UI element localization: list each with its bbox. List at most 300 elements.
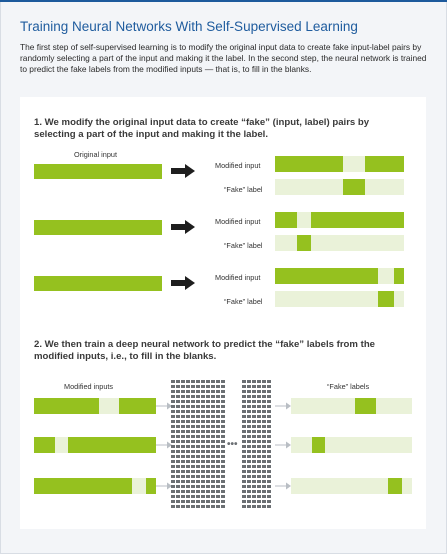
neuron [221,495,225,498]
neuron [247,470,251,473]
neuron [176,430,180,433]
modified-inputs-label: Modified inputs [64,382,114,391]
neuron [201,435,205,438]
neuron [181,400,185,403]
neuron [221,485,225,488]
neuron [267,425,271,428]
neuron [201,425,205,428]
neuron [211,460,215,463]
neuron [171,385,175,388]
neuron [216,385,220,388]
neuron [221,380,225,383]
neuron [252,410,256,413]
neuron [196,380,200,383]
neuron [211,465,215,468]
neuron [211,440,215,443]
neuron [171,470,175,473]
neuron [201,495,205,498]
neuron [216,505,220,508]
neuron [186,500,190,503]
neuron [206,445,210,448]
neuron [196,475,200,478]
neuron [267,385,271,388]
neuron [267,405,271,408]
neuron [196,485,200,488]
neuron [216,400,220,403]
neuron [267,455,271,458]
neuron [186,420,190,423]
fake-labels-bar-segment [388,478,403,494]
neuron [216,420,220,423]
neuron [257,415,261,418]
neuron [171,425,175,428]
neuron [171,460,175,463]
neuron [252,480,256,483]
neuron [211,380,215,383]
neuron [262,460,266,463]
neuron [247,485,251,488]
neuron [262,450,266,453]
fake-label-bar-track [275,179,404,195]
neuron [257,445,261,448]
neuron [247,405,251,408]
input-arrow-icon [156,482,172,490]
neuron [267,495,271,498]
neuron [176,400,180,403]
neuron [252,430,256,433]
neuron [252,380,256,383]
neuron [247,390,251,393]
neuron [221,455,225,458]
neuron [191,500,195,503]
neuron [267,430,271,433]
neuron [171,380,175,383]
neuron [206,415,210,418]
neuron [242,415,246,418]
neuron [216,490,220,493]
neuron [242,455,246,458]
neuron [216,480,220,483]
neuron [201,400,205,403]
neuron [171,495,175,498]
modified-inputs-bar-left [34,478,132,494]
neuron [201,445,205,448]
original-input-label: Original input [74,150,117,159]
neuron [206,420,210,423]
neuron [242,490,246,493]
neuron [176,490,180,493]
neuron [247,385,251,388]
neuron [191,445,195,448]
original-input-bar [34,164,162,179]
neuron [221,425,225,428]
neuron [252,440,256,443]
fake-label-bar-segment [378,291,393,307]
neuron [216,445,220,448]
fake-label-bar-track [275,235,404,251]
neuron [206,495,210,498]
neuron [216,380,220,383]
modified-input-bar-gap [343,156,365,172]
neuron [171,415,175,418]
neuron [267,465,271,468]
modified-input-bar-gap [378,268,393,284]
neuron [186,430,190,433]
neuron [196,460,200,463]
neuron [206,505,210,508]
modified-inputs-bar-gap [132,478,147,494]
neuron [257,455,261,458]
neuron [206,460,210,463]
neuron [257,470,261,473]
neuron [252,425,256,428]
neuron [247,430,251,433]
neuron [242,400,246,403]
neuron [216,395,220,398]
neuron [181,460,185,463]
neuron [201,450,205,453]
neuron [257,385,261,388]
neuron [176,395,180,398]
neuron [206,380,210,383]
neuron [201,455,205,458]
top-accent-line [0,0,447,2]
neuron [176,425,180,428]
output-arrow-icon [275,441,291,449]
neuron [201,465,205,468]
fake-label-label: “Fake” label [224,241,263,250]
neuron [176,505,180,508]
neuron [267,470,271,473]
neuron [221,475,225,478]
modified-input-label: Modified input [215,161,261,170]
neuron [191,410,195,413]
neuron [186,395,190,398]
modified-inputs-bar-gap [99,398,120,414]
modified-input-bar-right [311,212,404,228]
neuron [191,435,195,438]
neuron [221,505,225,508]
neuron [242,435,246,438]
neuron [181,485,185,488]
neuron [176,445,180,448]
neuron [252,420,256,423]
neuron [186,460,190,463]
neuron [257,430,261,433]
neuron [262,410,266,413]
neuron [216,430,220,433]
modified-inputs-bar-gap [55,437,68,453]
neuron [262,385,266,388]
neuron [211,430,215,433]
neuron [196,435,200,438]
neuron [267,460,271,463]
neuron [181,500,185,503]
neuron [257,420,261,423]
neuron [196,490,200,493]
neuron [252,490,256,493]
network-ellipsis: ••• [227,439,238,450]
neuron [211,490,215,493]
neuron [257,390,261,393]
neuron [247,475,251,478]
neuron [191,390,195,393]
input-arrow-icon [156,402,172,410]
neuron [262,380,266,383]
neuron [257,400,261,403]
neuron [186,445,190,448]
neuron [211,400,215,403]
neuron [201,490,205,493]
neuron [211,385,215,388]
neuron [206,385,210,388]
neuron [257,440,261,443]
neuron [181,385,185,388]
neuron [221,415,225,418]
neuron [171,400,175,403]
neuron [242,385,246,388]
neuron [242,470,246,473]
neuron [181,435,185,438]
neuron [206,400,210,403]
neuron [171,420,175,423]
neuron [181,415,185,418]
neuron [171,440,175,443]
neuron [267,420,271,423]
neuron [267,440,271,443]
neuron [242,380,246,383]
neuron [267,395,271,398]
neuron [247,495,251,498]
neuron [262,490,266,493]
neuron [211,455,215,458]
neuron [176,455,180,458]
neuron [191,455,195,458]
neuron [247,440,251,443]
neuron [186,440,190,443]
neuron [201,390,205,393]
neuron [267,475,271,478]
output-arrow-icon [275,482,291,490]
fake-labels-bar-track [291,398,412,414]
neuron [262,435,266,438]
neuron [181,480,185,483]
modified-input-label: Modified input [215,273,261,282]
neuron [196,470,200,473]
neuron [267,380,271,383]
modified-inputs-bar-right [119,398,156,414]
neuron [247,490,251,493]
neuron [257,480,261,483]
neuron [257,450,261,453]
modified-input-label: Modified input [215,217,261,226]
neuron [247,425,251,428]
neuron [252,475,256,478]
neuron [257,380,261,383]
neuron [206,435,210,438]
neuron [242,460,246,463]
neuron [181,450,185,453]
neuron [242,440,246,443]
neuron [181,410,185,413]
intro-text: The first step of self-supervised learning is to modify the original input data to create fake input-label pairs by randomly selecting a part of the input and making it the label. In the second step, the neural network is trained to predict the fake labels from the modified inputs — that is, to fill in the blanks. [20,42,427,74]
neuron [267,410,271,413]
neuron [171,490,175,493]
neuron [186,465,190,468]
neuron [191,440,195,443]
page-title: Training Neural Networks With Self-Supervised Learning [20,19,358,34]
fake-label-label: “Fake” label [224,297,263,306]
neuron [206,470,210,473]
neuron [262,405,266,408]
neuron [206,430,210,433]
neuron [221,470,225,473]
neuron [221,480,225,483]
neuron [171,405,175,408]
neuron [191,480,195,483]
neuron [196,400,200,403]
neuron [267,390,271,393]
neuron [221,385,225,388]
neuron [191,470,195,473]
neuron [196,395,200,398]
diagram-panel [20,97,426,529]
neuron [206,475,210,478]
neuron [181,420,185,423]
neuron [206,455,210,458]
neuron [191,495,195,498]
neuron [206,410,210,413]
neuron [262,500,266,503]
neuron [216,410,220,413]
neuron [196,450,200,453]
neuron [221,490,225,493]
neuron [201,420,205,423]
neuron [257,475,261,478]
transform-arrow-icon [171,164,195,178]
neuron [176,495,180,498]
neuron [262,470,266,473]
neuron [252,445,256,448]
neuron [186,400,190,403]
step1-heading: 1. We modify the original input data to create “fake” (input, label) pairs by selecting a part of the input and making it the label. [34,117,370,140]
neuron [181,505,185,508]
neuron [216,500,220,503]
neuron [247,465,251,468]
modified-input-bar-right [365,156,404,172]
step2-heading: 2. We then train a deep neural network to predict the “fake” labels from the modified inputs, i.e., to fill in the blanks. [34,339,376,362]
neuron [252,395,256,398]
neuron [221,430,225,433]
neuron [211,425,215,428]
neuron [186,385,190,388]
fake-labels-bar-track [291,437,412,453]
neuron [191,415,195,418]
neuron [196,420,200,423]
neuron [252,450,256,453]
neuron [186,495,190,498]
neuron [186,435,190,438]
neuron [221,500,225,503]
neural-network-layer-right [242,380,274,512]
neuron [242,495,246,498]
neuron [206,425,210,428]
neuron [186,485,190,488]
neuron [176,390,180,393]
neuron [216,425,220,428]
output-arrow-icon [275,402,291,410]
neuron [201,480,205,483]
neuron [176,410,180,413]
input-arrow-icon [156,441,172,449]
neuron [262,415,266,418]
fake-label-label: “Fake” label [224,185,263,194]
neuron [186,475,190,478]
neuron [196,500,200,503]
neuron [267,480,271,483]
neuron [206,390,210,393]
neuron [257,395,261,398]
neuron [262,425,266,428]
neuron [257,495,261,498]
neuron [247,480,251,483]
neuron [186,415,190,418]
neuron [201,380,205,383]
neuron [242,420,246,423]
neuron [201,505,205,508]
neuron [171,480,175,483]
neuron [186,505,190,508]
neuron [211,500,215,503]
neuron [247,445,251,448]
neuron [242,485,246,488]
neuron [191,420,195,423]
neuron [257,405,261,408]
neuron [196,415,200,418]
neuron [206,405,210,408]
neuron [171,450,175,453]
neuron [257,490,261,493]
neuron [191,430,195,433]
neuron [252,390,256,393]
neuron [181,490,185,493]
neural-network-layer-left [171,380,227,512]
neuron [252,405,256,408]
neuron [211,480,215,483]
neuron [171,485,175,488]
neuron [181,405,185,408]
neuron [252,500,256,503]
neuron [201,440,205,443]
neuron [176,380,180,383]
modified-input-bar-left [275,212,297,228]
neuron [191,400,195,403]
neuron [201,415,205,418]
neuron [176,435,180,438]
neuron [181,390,185,393]
neuron [262,445,266,448]
modified-inputs-bar-right [68,437,156,453]
neuron [242,410,246,413]
neuron [186,390,190,393]
neuron [186,470,190,473]
neuron [206,450,210,453]
neuron [211,390,215,393]
fake-label-bar-segment [343,179,365,195]
neuron [206,395,210,398]
neuron [257,505,261,508]
neuron [247,410,251,413]
